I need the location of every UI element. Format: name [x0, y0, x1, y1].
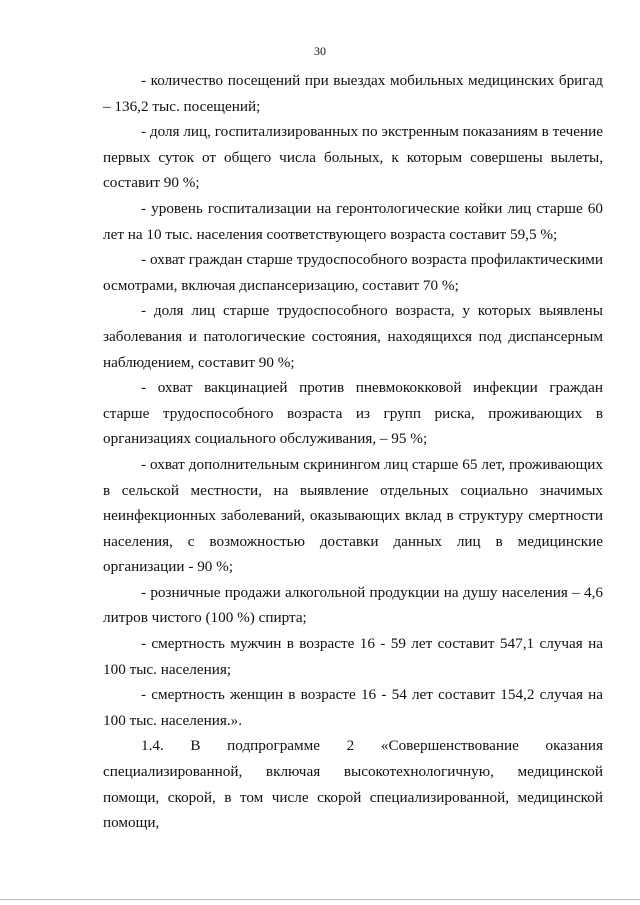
paragraph-rural-screening: - охват дополнительным скринингом лиц старше 65 лет, проживающих в сельской местности, на выявление отдельных социально значимых неинфекционных заболеваний, оказывающих вклад в структуру смертности населения, с возможностью доставки данных лиц в медицинские организации - 90 %;: [103, 455, 603, 576]
paragraph-dispensary-observation-share: - доля лиц старше трудоспособного возраста, у которых выявлены заболевания и патологические состояния, находящихся под диспансерным наблюдением, составит 90 %;: [103, 302, 603, 371]
paragraph-gerontology-beds-level: - уровень госпитализации на геронтологические койки лиц старше 60 лет на 10 тыс. населения соответствующего возраста составит 59,5 %;: [103, 199, 603, 243]
page-number: 30: [314, 44, 326, 58]
paragraph-pneumococcal-vaccination: - охват вакцинацией против пневмококковой инфекции граждан старше трудоспособного возраста из групп риска, проживающих в организациях социального обслуживания, – 95 %;: [103, 379, 603, 448]
paragraph-subprogram-2: 1.4. В подпрограмме 2 «Совершенствование оказания специализированной, включая высокотехнологичную, медицинской помощи, скорой, в том числе скорой специализированной, медицинской помощи,: [103, 737, 603, 832]
paragraph-emergency-hospitalization-share: - доля лиц, госпитализированных по экстренным показаниям в течение первых суток от общего числа больных, к которым совершены вылеты, составит 90 %;: [103, 123, 604, 192]
paragraph-male-mortality: - смертность мужчин в возрасте 16 - 59 лет составит 547,1 случая на 100 тыс. населения;: [103, 635, 603, 678]
scan-bottom-edge: [0, 899, 640, 900]
paragraph-alcohol-sales: - розничные продажи алкогольной продукции на душу населения – 4,6 литров чистого (100 %) спирта;: [103, 583, 603, 627]
paragraph-preventive-checkup-coverage: - охват граждан старше трудоспособного возраста профилактическими осмотрами, включая диспансеризацию, составит 70 %;: [103, 251, 603, 294]
document-body: [103, 68, 603, 836]
paragraph-female-mortality: - смертность женщин в возрасте 16 - 54 лет составит 154,2 случая на 100 тыс. населения.».: [103, 686, 603, 729]
paragraph-mobile-brigade-visits: - количество посещений при выездах мобильных медицинских бригад – 136,2 тыс. посещений;: [103, 72, 603, 115]
